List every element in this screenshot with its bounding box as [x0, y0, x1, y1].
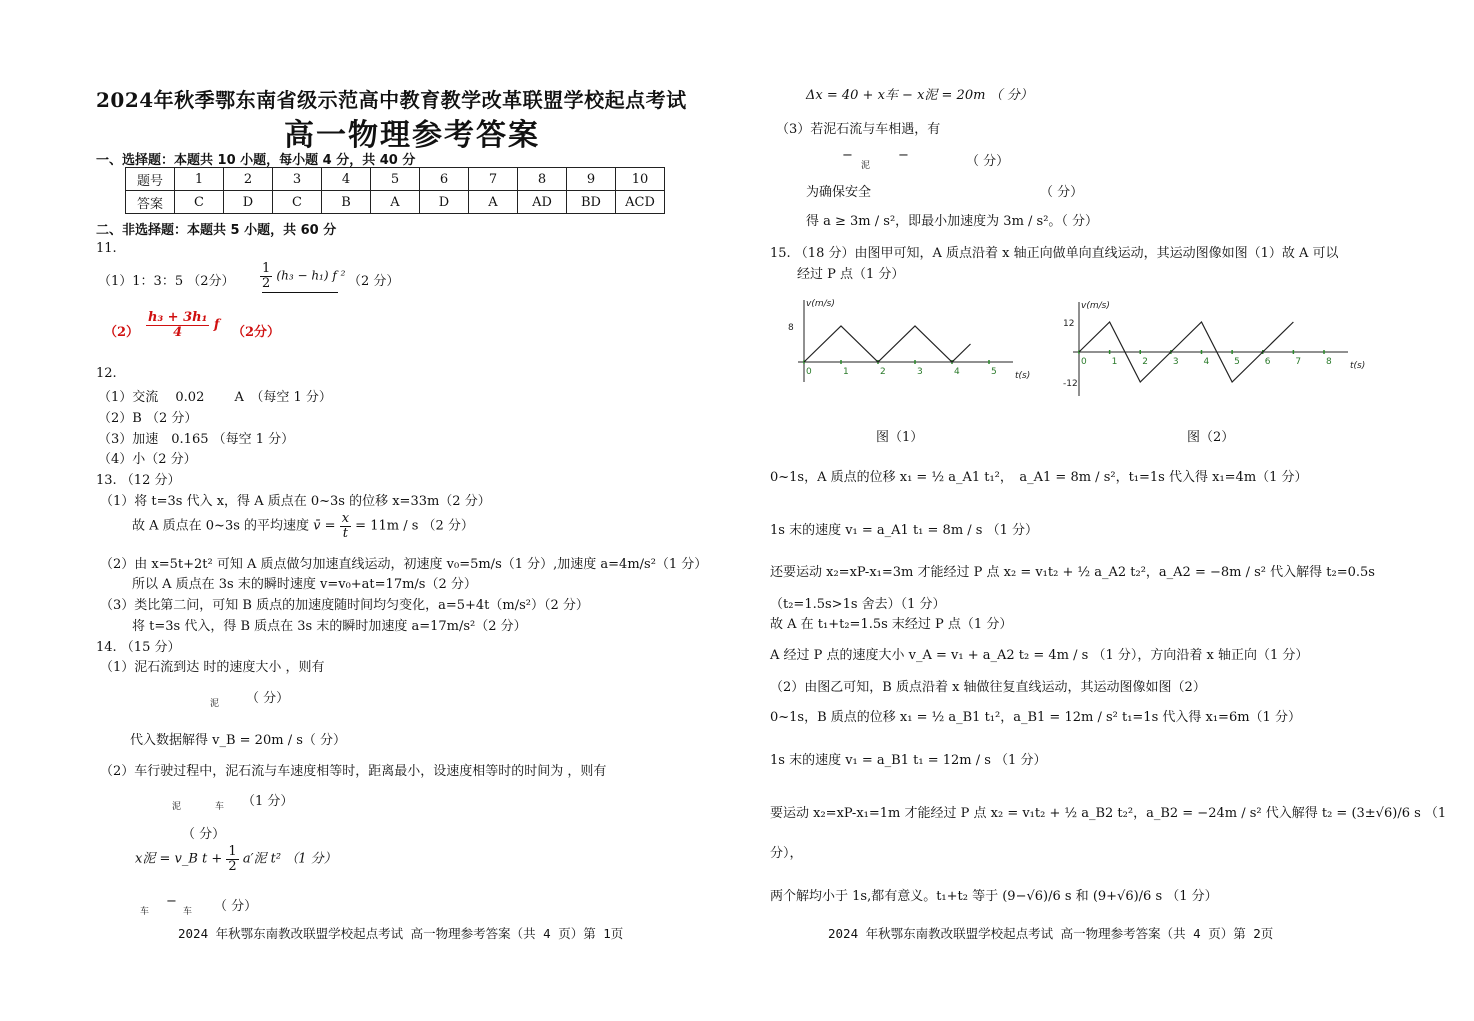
q15-line-9: 1s 末的速度 v₁ = a_B1 t₁ = 12m / s （1 分）	[770, 753, 1047, 768]
minus: −	[166, 894, 177, 909]
q11-part2-label: （2）	[104, 325, 140, 340]
points: （2 分）	[348, 274, 400, 289]
answer-table	[125, 167, 665, 214]
q13-part2b: 所以 A 质点在 3s 末的瞬时速度 v=v₀+at=17m/s（2 分）	[132, 577, 477, 592]
x-tick-label: 8	[1326, 357, 1332, 367]
q14-label: 14. （15 分）	[96, 640, 181, 655]
table-cell: C	[273, 191, 322, 214]
table-cell: A	[371, 191, 420, 214]
q15-line-6: A 经过 P 点的速度大小 v_A = v₁ + a_A2 t₂ = 4m / s （1 分），方向沿着 x 轴正向（1 分）	[770, 648, 1309, 663]
answer-title: 高一物理参考答案	[284, 118, 540, 153]
x-tick-label: 1	[1111, 357, 1118, 367]
q13-part2: （2）由 x=5t+2t² 可知 A 质点做匀加速直线运动，初速度 v₀=5m/s（1 分）,加速度 a=4m/s²（1 分）	[100, 557, 708, 572]
x-tick-label: 2	[1142, 357, 1148, 367]
minus: −	[898, 148, 909, 163]
q15-line-8: 0~1s，B 质点的位移 x₁ = ½ a_B1 t₁²，a_B1 = 12m / s² t₁=1s 代入得 x₁=6m（1 分）	[770, 710, 1301, 725]
table-row	[126, 191, 665, 214]
points: （1 分）	[242, 794, 294, 809]
footer-page-1: 2024 年秋鄂东南教改联盟学校起点考试 高一物理参考答案（共 4 页）第 1页	[178, 926, 624, 941]
q13-label: 13. （12 分）	[96, 473, 181, 488]
q11-part1-formula: $\frac{1}{2}$ (h₃ − h₁) f ²	[262, 261, 346, 291]
q15-line-10: 要运动 x₂=xP-x₁=1m 才能经过 P 点 x₂ = v₁t₂ + ½ a_B2 t₂²，a_B2 = −24m / s² 代入解得 t₂ = (3±√6)/6 s （1	[770, 806, 1447, 821]
exam-title: 2024年秋季鄂东南省级示范高中教育教学改革联盟学校起点考试	[96, 88, 687, 112]
section-1-heading: 一、选择题：本题共 10 小题，每小题 4 分，共 40 分	[96, 153, 416, 168]
q11-part1: （1）1：3：5 （2分）	[98, 274, 235, 289]
table-cell: 1	[175, 168, 224, 191]
q15-line-7: （2）由图乙可知，B 质点沿着 x 轴做往复直线运动，其运动图像如图（2）	[770, 680, 1206, 695]
q15-intro-b: 经过 P 点（1 分）	[797, 267, 905, 282]
q12-part4: （4）小（2 分）	[98, 452, 197, 467]
table-cell-label: 答案	[126, 191, 175, 214]
q15-line-5: 故 A 在 t₁+t₂=1.5s 末经过 P 点（1 分）	[770, 617, 1013, 632]
q15-line-12: 两个解均小于 1s,都有意义。t₁+t₂ 等于 (9−√6)/6 s 和 (9+√6)/6 s （1 分）	[770, 889, 1218, 904]
table-cell: BD	[567, 191, 616, 214]
x-tick-label: 5	[991, 367, 997, 377]
figure-1-caption: 图（1）	[876, 430, 924, 445]
table-cell: ACD	[616, 191, 665, 214]
table-cell: 10	[616, 168, 665, 191]
x-tick-label: 3	[1172, 357, 1179, 367]
q13-part3: （3）类比第二问，可知 B 质点的加速度随时间均匀变化，a=5+4t（m/s²）（2 分）	[100, 598, 589, 613]
table-cell: 3	[273, 168, 322, 191]
r-line-5: 得 a ≥ 3m / s²，即最小加速度为 3m / s²。（ 分）	[806, 214, 1099, 229]
table-cell: C	[175, 191, 224, 214]
figure-1-chart	[780, 290, 1040, 390]
table-cell-label: 题号	[126, 168, 175, 191]
subscript: 泥	[861, 161, 871, 171]
q15-intro: 15. （18 分）由图甲可知，A 质点沿着 x 轴正向做单向直线运动，其运动图像如图（1）故 A 可以	[770, 246, 1339, 261]
q15-line-3: 还要运动 x₂=xP-x₁=3m 才能经过 P 点 x₂ = v₁t₂ + ½ a_A2 t₂²，a_A2 = −8m / s² 代入解得 t₂=0.5s	[770, 565, 1375, 580]
subscript: 泥	[172, 802, 182, 812]
x-tick-label: 0	[1081, 357, 1087, 367]
q14-part1: （1）泥石流到达 时的速度大小 ，则有	[100, 660, 325, 675]
x-tick-label: 0	[806, 367, 812, 377]
points: （ 分）	[182, 827, 226, 842]
table-cell: 9	[567, 168, 616, 191]
table-cell: 4	[322, 168, 371, 191]
fraction: $\frac{1}{2}$	[262, 261, 271, 291]
minus: −	[842, 148, 853, 163]
x-tick-label: 4	[954, 367, 960, 377]
table-cell: A	[469, 191, 518, 214]
subscript: 车	[215, 802, 225, 812]
x-tick-label: 6	[1264, 357, 1271, 367]
table-cell: 6	[420, 168, 469, 191]
subscript: 泥	[210, 699, 220, 709]
q15-line-4: （t₂=1.5s>1s 舍去）（1 分）	[770, 597, 946, 612]
r-line-1: Δx = 40 + x车 − x泥 = 20m （ 分）	[806, 88, 1033, 103]
points: （ 分）	[966, 154, 1010, 169]
q15-line-1: 0~1s，A 质点的位移 x₁ = ½ a_A1 t₁²， a_A1 = 8m / s²，t₁=1s 代入得 x₁=4m（1 分）	[770, 470, 1308, 485]
y-tick-label: -12	[1063, 379, 1078, 389]
underline	[262, 292, 338, 293]
x-tick-label: 7	[1295, 357, 1302, 367]
footer-page-2: 2024 年秋鄂东南教改联盟学校起点考试 高一物理参考答案（共 4 页）第 2页	[828, 926, 1274, 941]
table-cell: D	[420, 191, 469, 214]
q13-part1b: 故 A 质点在 0~3s 的平均速度 v̄ = $\frac{x}{t}$ = 11m / s （2 分）	[132, 511, 474, 541]
q12-part2: （2）B （2 分）	[98, 411, 198, 426]
x-axis-label: t(s)	[1350, 361, 1366, 371]
y-tick-label: 12	[1063, 319, 1075, 329]
q11-part2-points: （2分）	[232, 325, 281, 340]
q11-label: 11.	[96, 241, 117, 256]
section-2-heading: 二、非选择题：本题共 5 小题，共 60 分	[96, 223, 337, 238]
points: （ 分）	[214, 899, 258, 914]
subscript: 车	[183, 907, 193, 917]
q14-part1b: 代入数据解得 v_B = 20m / s（ 分）	[130, 733, 347, 748]
figure-2-chart	[1052, 290, 1366, 400]
r-line-2: （3）若泥石流与车相遇，有	[776, 122, 941, 137]
q13-part3b: 将 t=3s 代入，得 B 质点在 3s 末的瞬时加速度 a=17m/s²（2 分）	[132, 619, 527, 634]
points: （ 分）	[1040, 185, 1084, 200]
series-line	[804, 326, 971, 362]
figure-2-caption: 图（2）	[1187, 430, 1235, 445]
x-tick-label: 1	[843, 367, 849, 377]
subscript: 车	[140, 907, 150, 917]
x-tick-label: 3	[917, 367, 923, 377]
x-axis-label: t(s)	[1015, 371, 1031, 381]
table-row	[126, 168, 665, 191]
table-cell: 2	[224, 168, 273, 191]
table-cell: AD	[518, 191, 567, 214]
q12-part1: （1）交流 0.02 A （每空 1 分）	[98, 390, 332, 405]
table-cell: D	[224, 191, 273, 214]
q11-part2-formula: $\frac{\text{h₃ + 3h₁}}{4}$ f	[148, 310, 220, 340]
table-cell: 5	[371, 168, 420, 191]
q12-label: 12.	[96, 366, 117, 381]
y-tick-label: 8	[788, 323, 794, 333]
q13-part1: （1）将 t=3s 代入 x，得 A 质点在 0~3s 的位移 x=33m（2 分）	[100, 494, 491, 509]
q14-part2: （2）车行驶过程中，泥石流与车速度相等时，距离最小，设速度相等时的时间为 ，则有	[100, 764, 607, 779]
q15-line-11: 分），	[770, 846, 803, 861]
y-axis-label: v(m/s)	[806, 299, 835, 309]
x-tick-label: 2	[880, 367, 886, 377]
table-cell: B	[322, 191, 371, 214]
r-line-4: 为确保安全	[806, 185, 872, 200]
table-cell: 8	[518, 168, 567, 191]
q15-line-2: 1s 末的速度 v₁ = a_A1 t₁ = 8m / s （1 分）	[770, 523, 1039, 538]
x-tick-label: 5	[1234, 357, 1240, 367]
y-axis-label: v(m/s)	[1081, 301, 1110, 311]
q14-part2c: x泥 = v_B t + $\frac{1}{2}$ a′泥 t² （1 分）	[135, 844, 337, 874]
x-tick-label: 4	[1203, 357, 1210, 367]
table-cell: 7	[469, 168, 518, 191]
points: （ 分）	[246, 691, 290, 706]
q12-part3: （3）加速 0.165 （每空 1 分）	[98, 432, 295, 447]
